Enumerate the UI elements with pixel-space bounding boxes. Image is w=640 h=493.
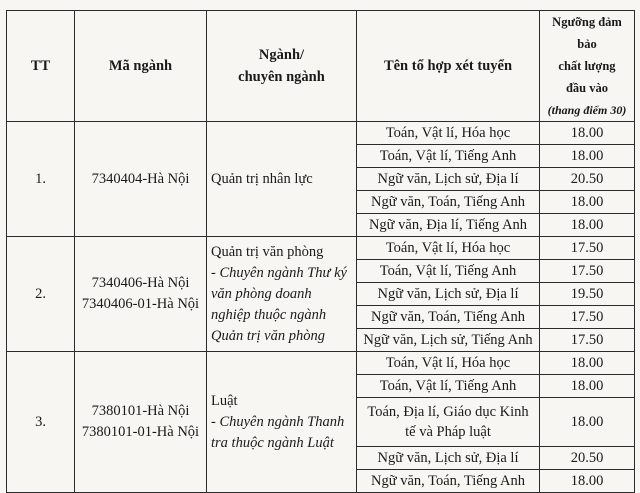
- threshold-score: 18.00: [540, 375, 635, 398]
- major-specialization: - Chuyên ngành Thanh tra thuộc ngành Luật: [211, 413, 345, 451]
- table-row: [7, 122, 635, 145]
- major-code: 7340406-Hà Nội: [91, 275, 190, 291]
- header-code: Mã ngành: [75, 11, 207, 122]
- header-combo: Tên tổ hợp xét tuyển: [357, 11, 540, 122]
- major-code: 7380101-01-Hà Nội: [81, 424, 200, 440]
- table-row: [7, 237, 635, 260]
- row-number: 1.: [7, 122, 75, 237]
- major-name: Quản trị nhân lực: [211, 170, 313, 187]
- threshold-score: 18.00: [540, 214, 635, 237]
- header-threshold-line1: Ngưỡng đảm bảo: [552, 15, 622, 51]
- header-threshold-line3: đầu vào: [565, 81, 609, 95]
- header-row: [7, 11, 635, 122]
- major-code: 7380101-Hà Nội: [91, 403, 190, 419]
- admission-threshold-table: [6, 10, 635, 493]
- subject-combination: Ngữ văn, Lịch sử, Địa lí: [357, 447, 540, 470]
- major-name: Luật: [211, 392, 238, 409]
- threshold-score: 18.00: [540, 352, 635, 375]
- threshold-score: 17.50: [540, 329, 635, 352]
- header-major: [207, 11, 357, 122]
- subject-combination: Toán, Vật lí, Hóa học: [357, 122, 540, 145]
- major-cell: [207, 352, 357, 493]
- subject-combination: Toán, Vật lí, Hóa học: [357, 352, 540, 375]
- threshold-score: 20.50: [540, 447, 635, 470]
- threshold-score: 18.00: [540, 191, 635, 214]
- major-cell: [207, 122, 357, 237]
- major-code-cell: [75, 237, 207, 352]
- major-code-cell: [75, 352, 207, 493]
- threshold-score: 18.00: [540, 122, 635, 145]
- major-name: Quản trị văn phòng: [211, 243, 324, 260]
- subject-combination: Ngữ văn, Toán, Tiếng Anh: [357, 470, 540, 493]
- header-threshold-scale: (thang điểm 30): [547, 103, 627, 117]
- threshold-score: 17.50: [540, 237, 635, 260]
- subject-combination: Ngữ văn, Lịch sử, Địa lí: [357, 283, 540, 306]
- threshold-score: 17.50: [540, 306, 635, 329]
- subject-combination: Ngữ văn, Toán, Tiếng Anh: [357, 191, 540, 214]
- threshold-score: 17.50: [540, 260, 635, 283]
- subject-combination: Ngữ văn, Toán, Tiếng Anh: [357, 306, 540, 329]
- major-code-cell: [75, 122, 207, 237]
- threshold-score: 20.50: [540, 168, 635, 191]
- major-code: 7340406-01-Hà Nội: [81, 296, 200, 312]
- header-threshold-line2: chất lượng: [558, 59, 616, 73]
- subject-combination: Toán, Địa lí, Giáo dục Kinh tế và Pháp luật: [357, 398, 540, 447]
- threshold-score: 18.00: [540, 398, 635, 447]
- subject-combination: Ngữ văn, Lịch sử, Địa lí: [357, 168, 540, 191]
- subject-combination: Toán, Vật lí, Tiếng Anh: [357, 375, 540, 398]
- major-specialization: - Chuyên ngành Thư ký văn phòng doanh nghiệp thuộc ngành Quản trị văn phòng: [211, 264, 347, 344]
- table-body: [7, 122, 635, 493]
- row-number: 3.: [7, 352, 75, 493]
- threshold-score: 18.00: [540, 470, 635, 493]
- threshold-score: 19.50: [540, 283, 635, 306]
- header-threshold: [540, 11, 635, 122]
- header-tt: TT: [7, 11, 75, 122]
- subject-combination: Ngữ văn, Lịch sử, Tiếng Anh: [357, 329, 540, 352]
- threshold-score: 18.00: [540, 145, 635, 168]
- major-code: 7340404-Hà Nội: [91, 170, 190, 187]
- header-major-line2: chuyên ngành: [238, 69, 325, 85]
- subject-combination: Toán, Vật lí, Tiếng Anh: [357, 145, 540, 168]
- major-cell: [207, 237, 357, 352]
- subject-combination: Ngữ văn, Địa lí, Tiếng Anh: [357, 214, 540, 237]
- subject-combination: Toán, Vật lí, Hóa học: [357, 237, 540, 260]
- row-number: 2.: [7, 237, 75, 352]
- table-row: [7, 352, 635, 375]
- header-major-line1: Ngành/: [258, 47, 305, 63]
- subject-combination: Toán, Vật lí, Tiếng Anh: [357, 260, 540, 283]
